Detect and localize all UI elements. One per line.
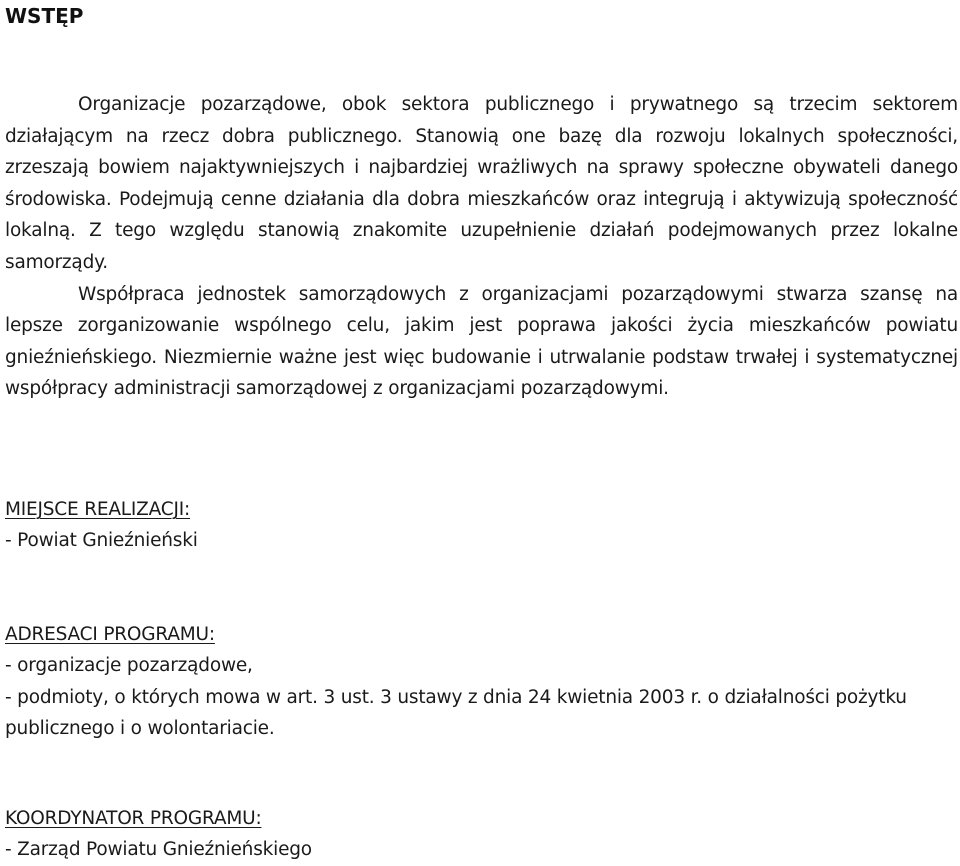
page-title: WSTĘP — [5, 4, 84, 28]
intro-paragraph-2: Współpraca jednostek samorządowych z organizacjami pozarządowymi stwarza szansę na lepsze zorganizowanie wspólnego celu, jakim jest poprawa jakości życia mieszkańców powiatu gnieźnieńskiego. Niezmiernie ważne jest więc budowanie i utrwalanie podstaw trwałej i systematycznej współpracy administracji samorządowej z organizacjami pozarządowymi. — [5, 283, 958, 400]
section-miejsce-realizacji — [5, 494, 958, 557]
list-item: - Zarząd Powiatu Gnieźnieńskiego — [5, 839, 312, 860]
list-item: - Powiat Gnieźnieński — [5, 530, 198, 551]
intro-paragraph-1: Organizacje pozarządowe, obok sektora publicznego i prywatnego są trzecim sektorem działającym na rzecz dobra publicznego. Stanowią one bazę dla rozwoju lokalnych społeczności, zrzeszają bowiem najaktywniejszych i najbardziej wrażliwych na sprawy społeczne obywateli danego środowiska. Podejmują cenne działania dla dobra mieszkańców oraz integrują i aktywizują społeczność lokalną. Z tego względu stanowią znakomite uzupełnienie działań podejmowanych przez lokalne samorządy. — [5, 94, 958, 273]
section-heading-adresaci: ADRESACI PROGRAMU: — [5, 624, 215, 645]
list-item: - podmioty, o których mowa w art. 3 ust. 3 ustawy z dnia 24 kwietnia 2003 r. o działalności pożytku publicznego i o wolontariacie. — [5, 686, 907, 739]
section-adresaci-programu — [5, 619, 958, 745]
section-heading-miejsce: MIEJSCE REALIZACJI: — [5, 499, 191, 520]
section-heading-koordynator: KOORDYNATOR PROGRAMU: — [5, 808, 262, 829]
list-item: - organizacje pozarządowe, — [5, 655, 253, 676]
document-page — [0, 2, 960, 861]
section-koordynator-programu — [5, 803, 958, 866]
